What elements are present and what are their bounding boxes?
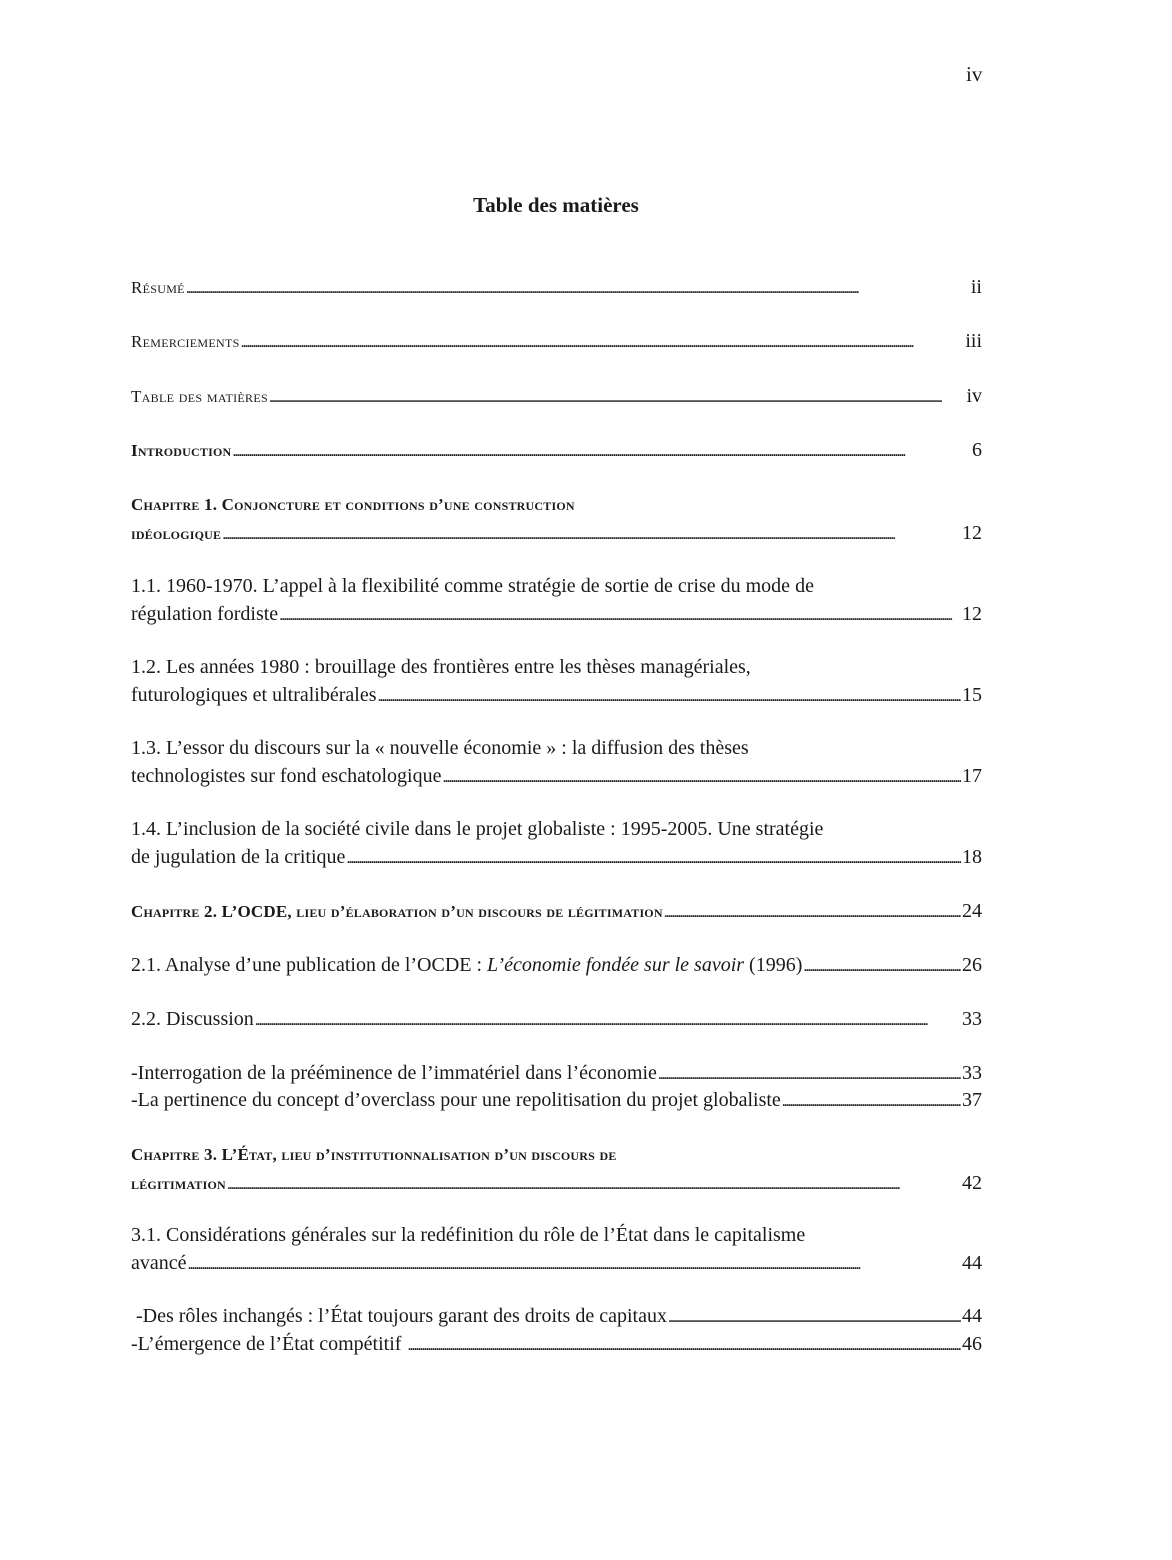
dot-leader: [658, 1061, 961, 1089]
toc-entry-chapitre-2[interactable]: [131, 897, 982, 925]
toc-entry-label: Chapitre 1. Conjoncture et conditions d’une construction: [131, 495, 575, 514]
dot-leader: [664, 899, 961, 927]
toc-entry-resume[interactable]: [131, 273, 982, 301]
toc-entry-page: 17: [962, 765, 982, 787]
dot-leader: [227, 1171, 961, 1199]
toc-entry-page: 18: [962, 846, 982, 868]
dot-leader: [443, 764, 962, 792]
toc-entry-1-3[interactable]: [131, 734, 982, 790]
toc-entry-label: 1.4. L’inclusion de la société civile dans le projet globaliste : 1995-2005. Une stratégie: [131, 818, 824, 840]
toc-entry-label-cont: légitimation: [131, 1174, 226, 1193]
toc-entry-label: 3.1. Considérations générales sur la redéfinition du rôle de l’État dans le capitalisme: [131, 1224, 806, 1246]
toc-subentry-immateriel[interactable]: [131, 1059, 982, 1087]
toc-entry-page: 46: [962, 1333, 982, 1355]
toc-entry-label-prefix: 2.1. Analyse d’une publication de l’OCDE :: [131, 954, 488, 976]
toc-entry-2-1[interactable]: [131, 951, 982, 979]
dot-leader: [782, 1088, 961, 1116]
toc-entry-page: 15: [962, 684, 982, 706]
toc-entry-label: 1.3. L’essor du discours sur la « nouvelle économie » : la diffusion des thèses: [131, 737, 749, 759]
toc-entry-label-suffix: (1996): [744, 954, 803, 976]
toc-entry-label: 1.1. 1960-1970. L’appel à la flexibilité comme stratégie de sortie de crise du mode de: [131, 575, 814, 597]
toc-entry-label: Remerciements: [131, 332, 240, 351]
toc-entry-label-cont: avancé: [131, 1252, 187, 1274]
toc-entry-label: -Interrogation de la prééminence de l’immatériel dans l’économie: [131, 1062, 657, 1084]
toc-entry-label: -Des rôles inchangés : l’État toujours garant des droits de capitaux: [131, 1305, 667, 1327]
toc-entry-page: 42: [962, 1172, 982, 1194]
publication-title: L’économie fondée sur le savoir: [487, 954, 745, 976]
toc-entry-label: Résumé: [131, 278, 185, 297]
toc-entry-label-cont: de jugulation de la critique: [131, 846, 346, 868]
toc-entry-chapitre-3[interactable]: [131, 1141, 982, 1197]
toc-subentry-etat-competitif[interactable]: [131, 1330, 982, 1358]
toc-entry-page: 12: [962, 603, 982, 625]
toc-entry-3-1[interactable]: [131, 1221, 982, 1277]
toc-entry-table-des-matieres[interactable]: [131, 382, 982, 410]
toc-entry-label: Introduction: [131, 441, 232, 460]
toc-entry-label: Chapitre 2. L’OCDE, lieu d’élaboration d’un discours de légitimation: [131, 902, 663, 921]
toc-entry-page: ii: [970, 276, 982, 298]
dot-leader: [186, 275, 970, 303]
dot-leader: [241, 329, 965, 357]
dot-leader: [255, 1007, 961, 1035]
toc-entry-label: Chapitre 3. L’État, lieu d’institutionnalisation d’un discours de: [131, 1145, 617, 1164]
toc-entry-page: 44: [962, 1305, 982, 1327]
toc-subentry-roles-inchanges[interactable]: [131, 1302, 982, 1330]
toc-entry-label: Table des matières: [131, 387, 268, 406]
toc-entry-label: 2.2. Discussion: [131, 1008, 254, 1030]
dot-leader: [407, 1332, 961, 1360]
toc-entry-label: [131, 951, 802, 979]
toc-entry-introduction[interactable]: [131, 436, 982, 464]
toc-entry-page: 24: [962, 900, 982, 922]
toc-entry-page: 12: [962, 522, 982, 544]
toc-entry-2-2[interactable]: [131, 1005, 982, 1033]
toc-entry-page: iv: [966, 385, 982, 407]
toc-title: Table des matières: [473, 193, 639, 217]
dot-leader: [269, 384, 965, 412]
toc-entry-label: -La pertinence du concept d’overclass pour une repolitisation du projet globaliste: [131, 1089, 781, 1111]
toc-entry-page: 33: [962, 1008, 982, 1030]
toc-entry-label-cont: technologistes sur fond eschatologique: [131, 765, 442, 787]
toc-entry-page: 44: [962, 1252, 982, 1274]
dot-leader: [377, 683, 961, 711]
dot-leader: [346, 845, 961, 873]
page-number: iv: [966, 62, 983, 86]
toc-entry-label: 1.2. Les années 1980 : brouillage des frontières entre les thèses managériales,: [131, 656, 751, 678]
toc-entry-page: 37: [962, 1089, 982, 1111]
dot-leader: [668, 1304, 961, 1332]
toc-entry-1-4[interactable]: [131, 815, 982, 871]
dot-leader: [279, 602, 961, 630]
dot-leader: [232, 438, 971, 466]
toc-entry-label-cont: régulation fordiste: [131, 603, 279, 625]
toc-entry-chapitre-1[interactable]: [131, 491, 982, 547]
toc-entry-page: iii: [965, 330, 982, 352]
toc-entry-1-1[interactable]: [131, 572, 982, 628]
toc-entry-label-cont: idéologique: [131, 524, 222, 543]
dot-leader: [188, 1251, 961, 1279]
toc-entry-remerciements[interactable]: [131, 327, 982, 355]
toc-entry-page: 33: [962, 1062, 982, 1084]
toc-entry-page: 6: [972, 439, 982, 461]
dot-leader: [803, 953, 961, 981]
dot-leader: [222, 521, 961, 549]
toc-entry-page: 26: [962, 954, 982, 976]
toc-subentry-overclass[interactable]: [131, 1086, 982, 1114]
toc-entry-label: -L’émergence de l’État compétitif: [131, 1333, 407, 1355]
toc-entry-label-cont: futurologiques et ultralibérales: [131, 684, 377, 706]
toc-entry-1-2[interactable]: [131, 653, 982, 709]
